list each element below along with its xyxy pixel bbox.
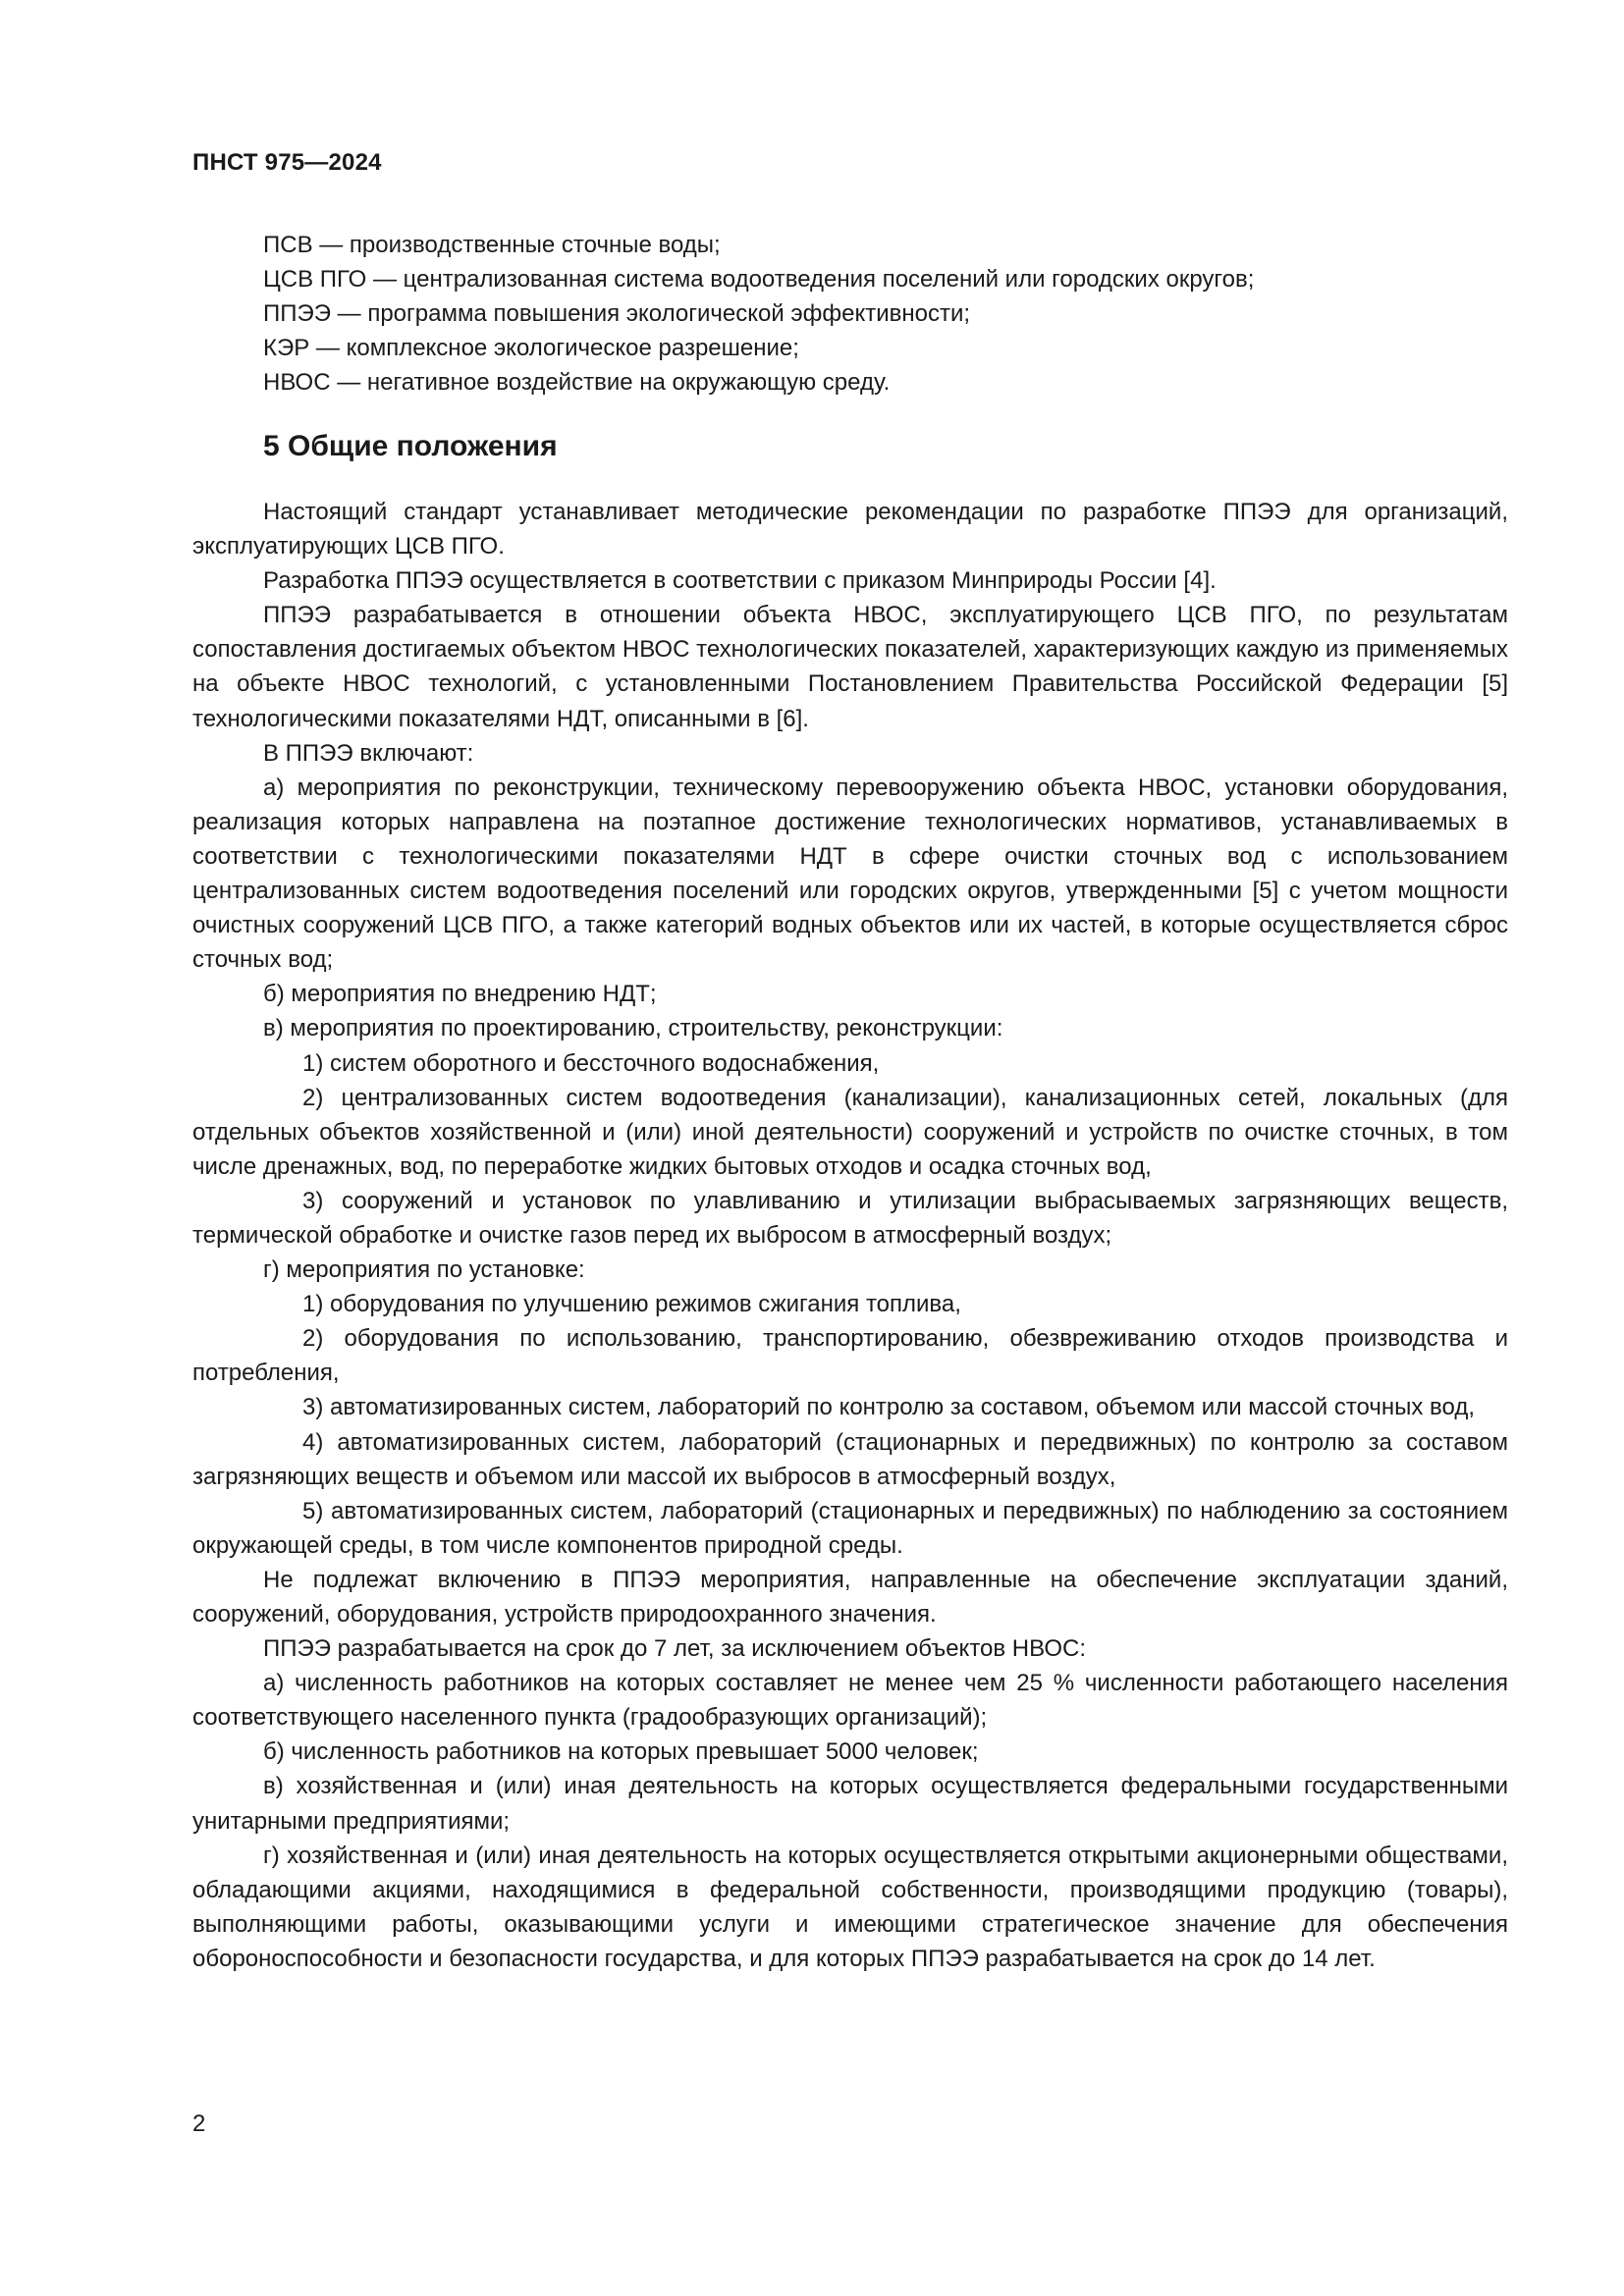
page-number: 2 [192, 2110, 206, 2137]
abbreviation-item: КЭР — комплексное экологическое разрешение; [263, 335, 799, 361]
sub-list-item: 2) централизованных систем водоотведения (канализации), канализационных сетей, локальных (для отдельных объектов хозяйственной и (или) иной деятельности) сооружений и устройств по очистке сточных, в том числе дренажных, вод, по переработке жидких бытовых отходов и осадка сточных вод, [192, 1084, 1508, 1180]
paragraph: В ППЭЭ включают: [263, 739, 474, 767]
paragraph: ППЭЭ разрабатывается на срок до 7 лет, за исключением объектов НВОС: [263, 1635, 1087, 1663]
abbreviation-item: ЦСВ ПГО — централизованная система водоотведения поселений или городских округов; [263, 266, 1255, 293]
paragraph: Разработка ППЭЭ осуществляется в соответствии с приказом Минприроды России [4]. [263, 567, 1217, 595]
list-item: г) хозяйственная и (или) иная деятельность на которых осуществляется открытыми акционерными обществами, обладающими акциями, находящимися в федеральной собственности, производящими продукцию (товары), выполняющими работы, оказывающими услуги и имеющими стратегическое значение для обеспечения обороноспособности и безопасности государства, и для которых ППЭЭ разрабатывается на срок до 14 лет. [192, 1842, 1508, 1972]
sub-list-item: 3) автоматизированных систем, лабораторий по контролю за составом, объемом или массой сточных вод, [302, 1394, 1476, 1421]
abbreviation-item: ППЭЭ — программа повышения экологической эффективности; [263, 300, 971, 327]
list-item: а) мероприятия по реконструкции, техническому перевооружению объекта НВОС, установки оборудования, реализация которых направлена на поэтапное достижение технологических нормативов, устанавливаемых в соответствии с технологическими показателями НДТ в сфере очистки сточных вод с использованием централизованных систем водоотведения поселений или городских округов, утвержденными [5] с учетом мощности очистных сооружений ЦСВ ПГО, а также категорий водных объектов или их частей, в которые осуществляется сброс сточных вод; [192, 774, 1508, 974]
sub-list-item: 1) оборудования по улучшению режимов сжигания топлива, [302, 1291, 961, 1318]
document-header: ПНСТ 975—2024 [192, 149, 382, 176]
list-item: г) мероприятия по установке: [263, 1256, 585, 1284]
list-item: в) хозяйственная и (или) иная деятельность на которых осуществляется федеральными государственными унитарными предприятиями; [192, 1773, 1508, 1835]
paragraph: Не подлежат включению в ППЭЭ мероприятия, направленные на обеспечение эксплуатации зданий, сооружений, оборудования, устройств природоохранного значения. [192, 1566, 1508, 1628]
sub-list-item: 1) систем оборотного и бессточного водоснабжения, [302, 1049, 880, 1077]
sub-list-item: 4) автоматизированных систем, лабораторий (стационарных и передвижных) по контролю за составом загрязняющих веществ и объемом или массой их выбросов в атмосферный воздух, [192, 1428, 1508, 1490]
list-item: а) численность работников на которых составляет не менее чем 25 % численности работающего населения соответствующего населенного пункта (градообразующих организаций); [192, 1670, 1508, 1732]
list-item: б) мероприятия по внедрению НДТ; [263, 981, 657, 1008]
section-body [192, 495, 1508, 1976]
paragraph: Настоящий стандарт устанавливает методические рекомендации по разработке ППЭЭ для организаций, эксплуатирующих ЦСВ ПГО. [192, 499, 1508, 561]
abbreviation-list [263, 228, 1520, 400]
abbreviation-item: НВОС — негативное воздействие на окружающую среду. [263, 369, 891, 396]
sub-list-item: 3) сооружений и установок по улавливанию и утилизации выбрасываемых загрязняющих веществ, термической обработке и очистке газов перед их выбросом в атмосферный воздух; [192, 1187, 1508, 1249]
list-item: б) численность работников на которых превышает 5000 человек; [263, 1738, 979, 1766]
section-title: 5 Общие положения [263, 430, 558, 462]
abbreviation-item: ПСВ — производственные сточные воды; [263, 232, 721, 258]
sub-list-item: 2) оборудования по использованию, транспортированию, обезвреживанию отходов производства и потребления, [192, 1325, 1508, 1387]
paragraph: ППЭЭ разрабатывается в отношении объекта НВОС, эксплуатирующего ЦСВ ПГО, по результатам сопоставления достигаемых объектом НВОС технологических показателей, характеризующих каждую из применяемых на объекте НВОС технологий, с установленными Постановлением Правительства Российской Федерации [5] технологическими показателями НДТ, описанными в [6]. [192, 602, 1508, 732]
list-item: в) мероприятия по проектированию, строительству, реконструкции: [263, 1015, 1003, 1042]
sub-list-item: 5) автоматизированных систем, лабораторий (стационарных и передвижных) по наблюдению за состоянием окружающей среды, в том числе компонентов природной среды. [192, 1497, 1508, 1559]
